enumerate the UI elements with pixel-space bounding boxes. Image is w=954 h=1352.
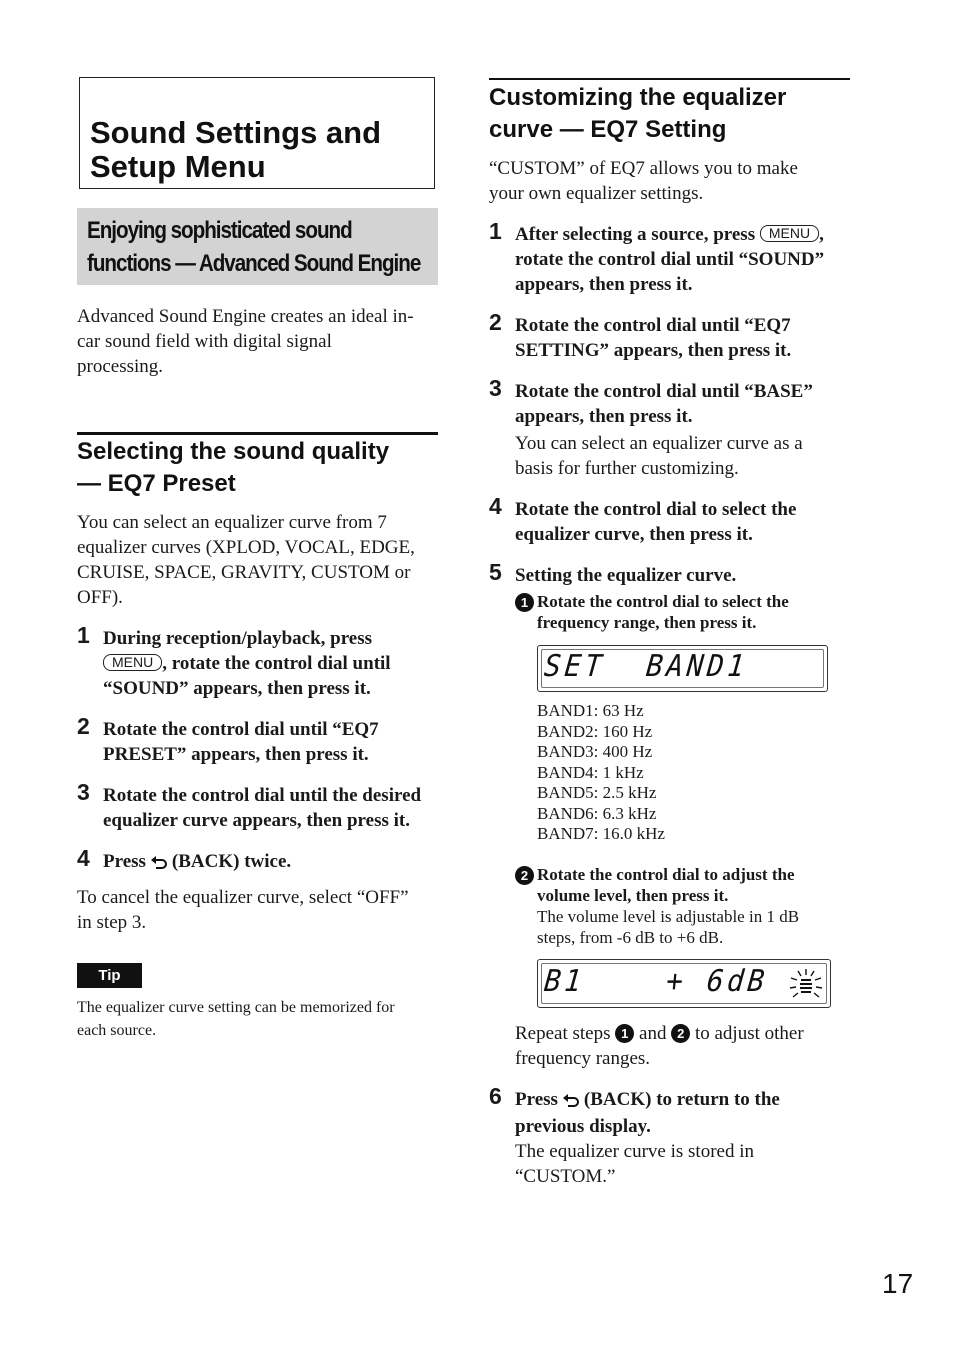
circled-number-1: 1 [615,1024,634,1043]
lcd-display-set-band: SET BAND1 [537,645,828,692]
ase-heading-box [77,208,438,285]
repeat-note: Repeat steps 1 and 2 to adjust other frequency ranges. [515,1023,804,1069]
page-number: 17 [882,1268,914,1299]
preset-heading: Selecting the sound quality — EQ7 Preset [77,438,390,497]
lcd-display-volume: B1 + 6dB [537,959,831,1008]
circled-number-1: 1 [515,593,534,612]
ase-heading: Enjoying sophisticated sound functions — Advanced Sound Engine [87,217,421,277]
band-list: BAND1: 63 Hz BAND2: 160 Hz BAND3: 400 Hz BAND4: 1 kHz BAND5: 2.5 kHz BAND6: 6.3 kHz BAND7: 16.0 kHz [537,701,665,843]
menu-button: MENU [760,225,819,242]
page-title: Sound Settings and Setup Menu [90,115,382,184]
tip-text: The equalizer curve setting can be memorized for each source. [77,999,395,1039]
custom-intro: “CUSTOM” of EQ7 allows you to make your own equalizer settings. [489,158,798,204]
preset-intro: You can select an equalizer curve from 7 equalizer curves (XPLOD, VOCAL, EDGE, CRUISE, SPACE, GRAVITY, CUSTOM or OFF). [77,512,415,608]
back-icon [562,1089,580,1114]
tip-label: Tip [77,963,142,988]
custom-heading: Customizing the equalizer curve — EQ7 Setting [489,84,787,143]
menu-button: MENU [103,654,162,671]
ase-intro: Advanced Sound Engine creates an ideal in- car sound field with digital signal processing. [77,306,414,377]
title-box [79,77,435,189]
section-rule [489,78,850,80]
back-icon [150,851,168,876]
section-rule [77,432,438,435]
cancel-note: To cancel the equalizer curve, select “OFF” in step 3. [77,887,409,933]
circled-number-2: 2 [671,1024,690,1043]
blinking-indicator-icon [789,968,823,1005]
circled-number-2: 2 [515,866,534,885]
